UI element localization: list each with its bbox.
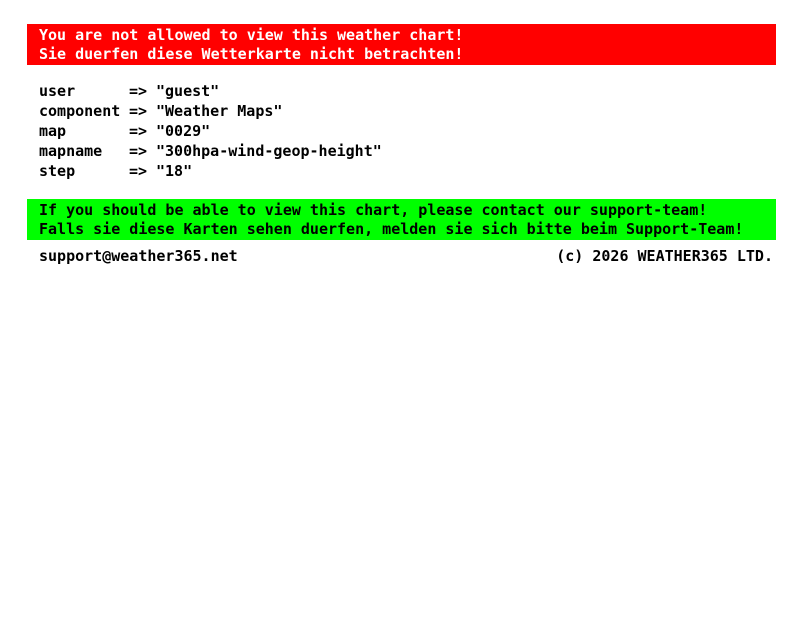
param-key: step [39,162,76,180]
param-row-step [39,161,776,181]
spacer [27,181,776,199]
param-arrow: => [129,82,148,100]
access-denied-banner [27,24,776,65]
error-page [27,24,776,266]
param-arrow: => [129,142,148,160]
param-value: "0029" [156,122,211,140]
support-contact-message-en: If you should be able to view this chart, please contact our support-team! [39,201,708,219]
param-key: user [39,82,76,100]
access-denied-message-en: You are not allowed to view this weather chart! [39,26,464,44]
param-key: map [39,122,67,140]
param-arrow: => [129,162,148,180]
support-contact-banner [27,199,776,240]
param-row-map [39,121,776,141]
param-value: "300hpa-wind-geop-height" [156,142,382,160]
param-value: "guest" [156,82,220,100]
param-key: component [39,102,121,120]
param-key: mapname [39,142,103,160]
request-params-block [39,81,776,181]
footer [27,246,776,266]
param-row-user [39,81,776,101]
access-denied-message-de: Sie duerfen diese Wetterkarte nicht betrachten! [39,44,464,63]
param-value: "Weather Maps" [156,102,283,120]
support-contact-message-de: Falls sie diese Karten sehen duerfen, melden sie sich bitte beim Support-Team! [39,219,744,238]
param-row-mapname [39,141,776,161]
param-arrow: => [129,122,148,140]
param-row-component [39,101,776,121]
copyright-notice: (c) 2026 WEATHER365 LTD. [556,247,773,265]
param-arrow: => [129,102,148,120]
param-value: "18" [156,162,193,180]
support-email: support@weather365.net [39,247,238,265]
